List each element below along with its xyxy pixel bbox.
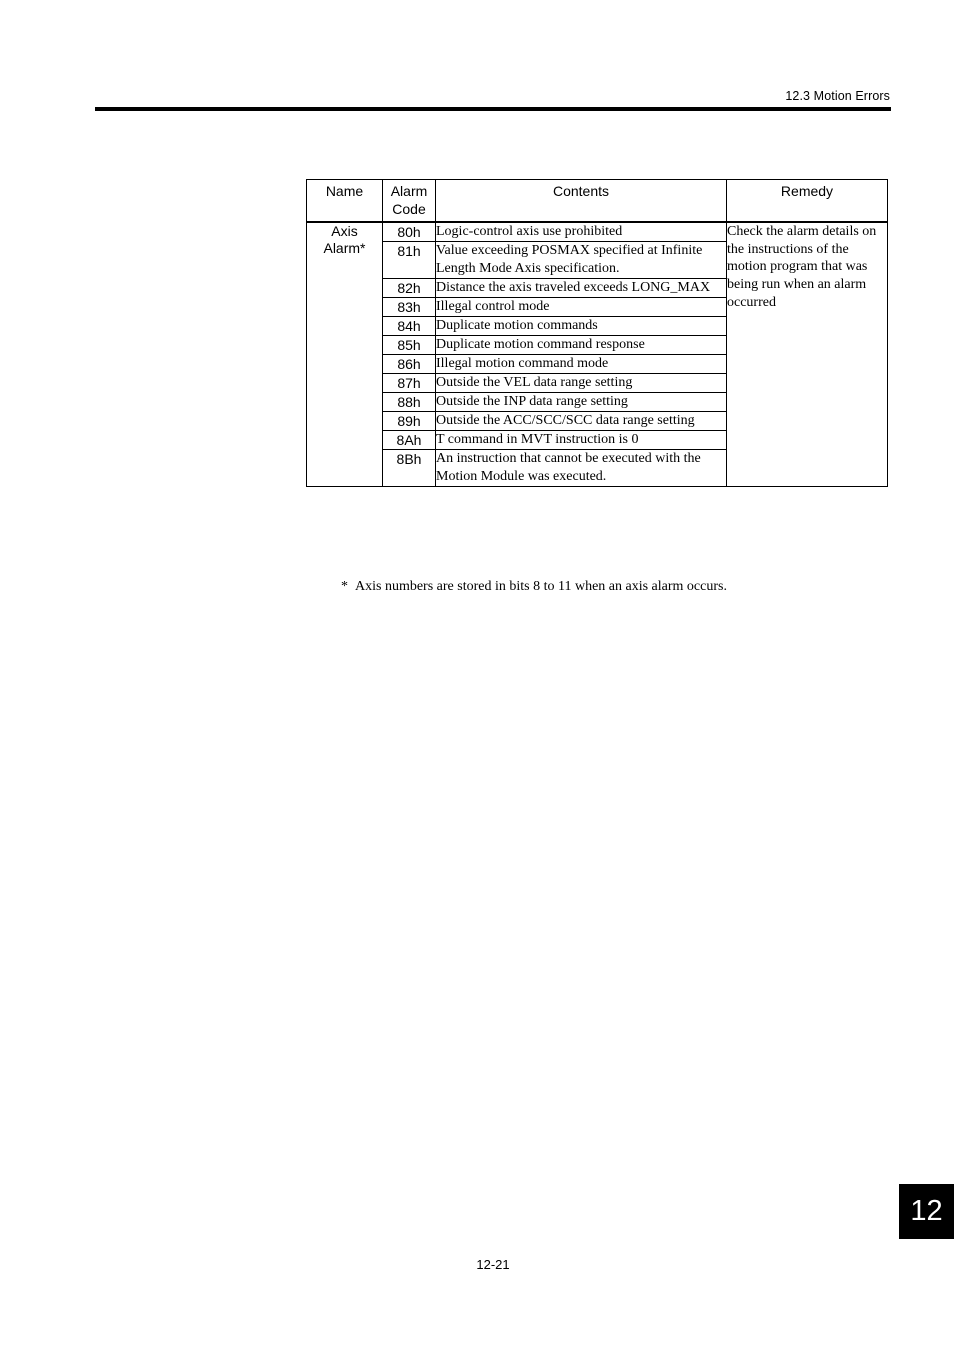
alarm-contents: T command in MVT instruction is 0 xyxy=(436,431,727,450)
footnote xyxy=(341,579,727,595)
alarm-code: 87h xyxy=(383,374,436,393)
footnote-marker: * xyxy=(341,579,348,594)
column-header-alarm-code-line1: Alarm xyxy=(390,183,428,199)
column-header-alarm-code-line2: Code xyxy=(392,201,426,217)
chapter-tab: 12 xyxy=(899,1184,954,1239)
column-header-name: Name xyxy=(307,180,383,223)
alarm-code: 86h xyxy=(383,355,436,374)
alarm-code: 85h xyxy=(383,336,436,355)
alarm-contents: Value exceeding POSMAX specified at Infinite Length Mode Axis specification. xyxy=(436,242,727,279)
alarm-code: 88h xyxy=(383,393,436,412)
column-header-contents: Contents xyxy=(436,180,727,223)
alarm-contents: Distance the axis traveled exceeds LONG_MAX xyxy=(436,279,727,298)
alarm-name-line2: Alarm* xyxy=(323,240,366,256)
header-rule xyxy=(95,107,891,111)
column-header-alarm-code xyxy=(383,180,436,223)
alarm-code: 81h xyxy=(383,242,436,279)
remedy-cell: Check the alarm details on the instructions of the motion program that was being run when an alarm occurred xyxy=(727,222,888,487)
alarm-contents: An instruction that cannot be executed with the Motion Module was executed. xyxy=(436,450,727,487)
table-row xyxy=(307,222,888,242)
alarm-table xyxy=(306,179,888,487)
footnote-text: Axis numbers are stored in bits 8 to 11 when an axis alarm occurs. xyxy=(355,579,727,594)
alarm-code: 84h xyxy=(383,317,436,336)
alarm-contents: Outside the ACC/SCC/SCC data range setting xyxy=(436,412,727,431)
alarm-contents: Outside the INP data range setting xyxy=(436,393,727,412)
table-header-row xyxy=(307,180,888,223)
alarm-code: 83h xyxy=(383,298,436,317)
alarm-code: 82h xyxy=(383,279,436,298)
column-header-remedy: Remedy xyxy=(727,180,888,223)
page-number: 12-21 xyxy=(476,1257,510,1272)
alarm-contents: Logic-control axis use prohibited xyxy=(436,222,727,242)
alarm-contents: Duplicate motion commands xyxy=(436,317,727,336)
alarm-name-cell xyxy=(307,222,383,487)
alarm-code: 8Bh xyxy=(383,450,436,487)
alarm-code: 89h xyxy=(383,412,436,431)
alarm-contents: Outside the VEL data range setting xyxy=(436,374,727,393)
alarm-contents: Illegal control mode xyxy=(436,298,727,317)
alarm-contents: Duplicate motion command response xyxy=(436,336,727,355)
section-title: 12.3 Motion Errors xyxy=(785,89,890,103)
alarm-code: 80h xyxy=(383,222,436,242)
alarm-contents: Illegal motion command mode xyxy=(436,355,727,374)
alarm-code: 8Ah xyxy=(383,431,436,450)
alarm-name-line1: Axis xyxy=(331,223,358,239)
